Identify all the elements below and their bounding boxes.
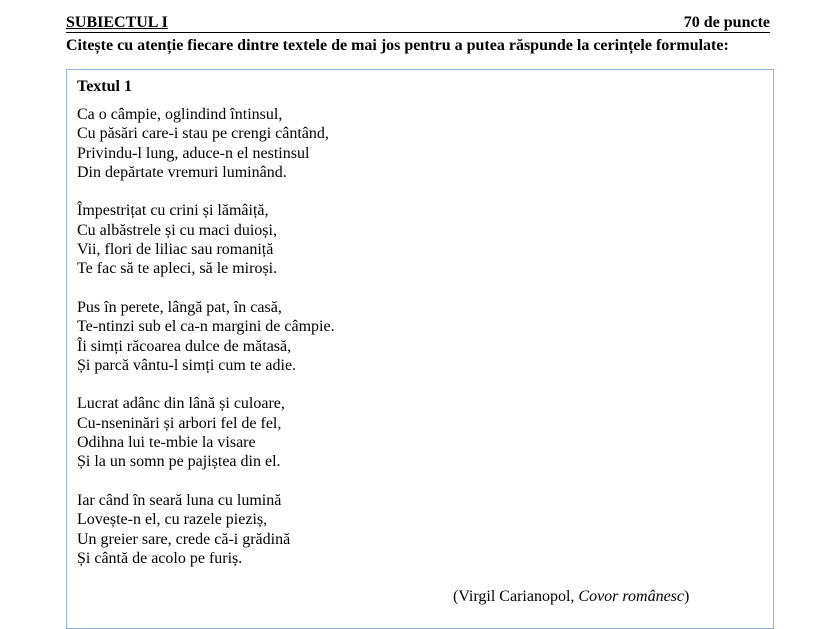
source-close: ) [684,588,690,605]
poem-line: Și la un somn pe pajiștea din el. [77,453,281,471]
poem-line: Un greier sare, crede că-i grădină [77,530,291,548]
poem-line: Împestrițat cu crini și lămâiță, [77,202,269,220]
stanza-5 [77,491,335,568]
stanza-3 [77,298,335,375]
poem-line: Și cântă de acolo pe furiș. [77,549,243,567]
poem-line: Lovește-n el, cu razele pieziș, [77,511,268,529]
source-author: (Virgil Carianopol, [453,588,579,605]
poem-line: Îi simți răcoarea dulce de mătasă, [77,337,292,355]
points-label: 70 de puncte [683,14,770,31]
poem [77,105,335,587]
poem-line: Iar când în seară luna cu lumină [77,491,282,509]
poem-line: Privindu-l lung, aduce-n el nestinsul [77,144,310,162]
stanza-4 [77,394,335,471]
poem-line: Cu albăstrele și cu maci duioși, [77,221,277,239]
poem-line: Și parcă vântu-l simți cum te adie. [77,356,297,374]
poem-line: Din depărtate vremuri luminând. [77,163,287,181]
stanza-2 [77,201,335,278]
subject-title: SUBIECTUL I [66,14,168,31]
text-box [66,69,774,629]
text-title: Textul 1 [77,78,132,95]
poem-line: Ca o câmpie, oglindind întinsul, [77,106,283,123]
poem-line: Cu păsări care-i stau pe crengi cântând, [77,125,329,143]
poem-line: Pus în perete, lângă pat, în casă, [77,298,282,316]
poem-line: Lucrat adânc din lână și culoare, [77,395,285,413]
stanza-1 [77,105,335,182]
poem-source [453,587,689,607]
poem-line: Te fac să te apleci, să le miroși. [77,260,278,278]
instruction-text: Citește cu atenție fiecare dintre textele de mai jos pentru a putea răspunde la cerințele formulate: [66,37,729,54]
source-work-title: Covor românesc [578,588,685,605]
poem-line: Vii, flori de liliac sau romaniță [77,241,274,259]
poem-line: Cu-nseninări și arbori fel de fel, [77,414,282,432]
poem-line: Odihna lui te-mbie la visare [77,434,256,452]
poem-line: Te-ntinzi sub el ca-n margini de câmpie. [77,318,335,336]
page-header [66,14,770,33]
